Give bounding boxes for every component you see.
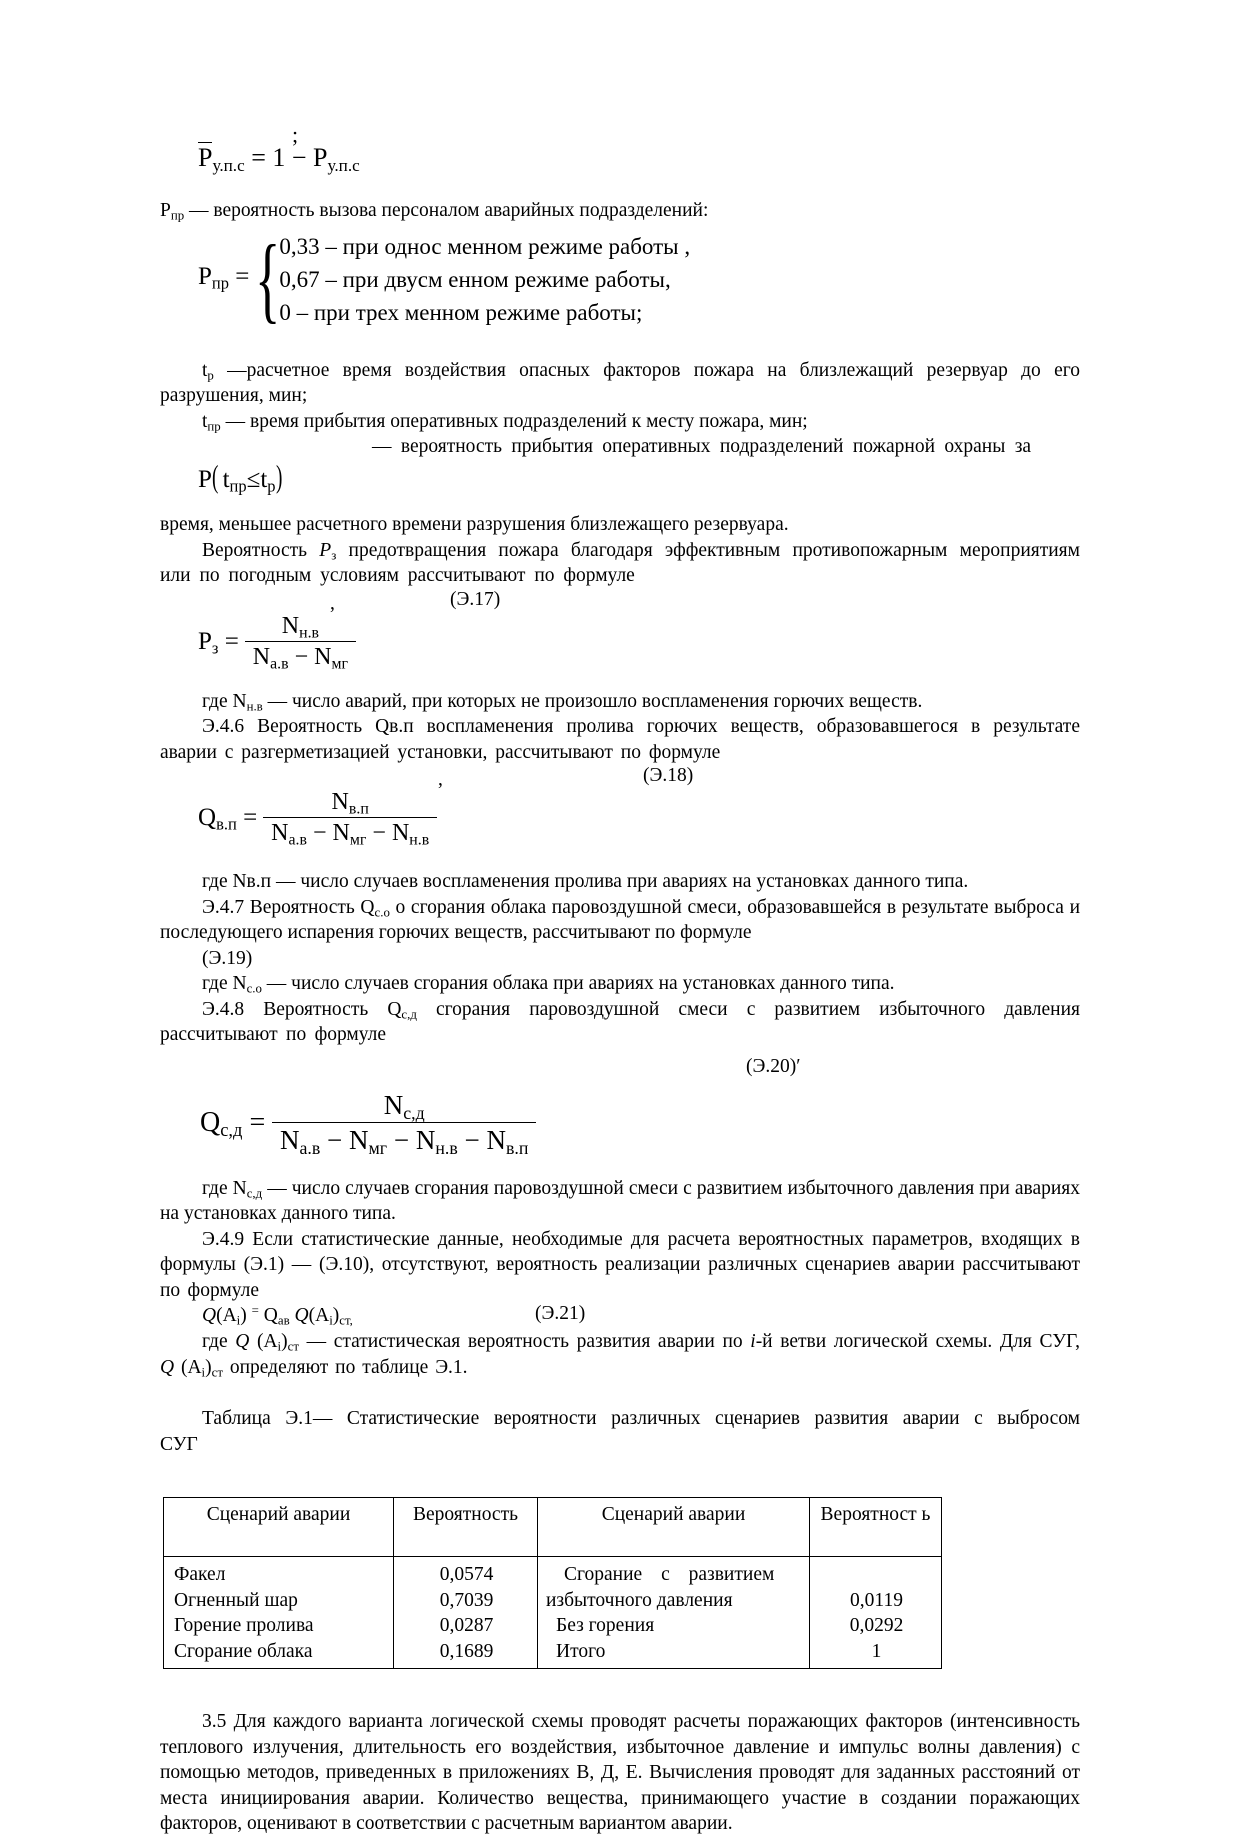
- block-formula-e17: [160, 589, 1080, 689]
- p3-fraction: [245, 613, 356, 671]
- tp-subscript: р: [207, 368, 214, 383]
- qvp-fraction: [263, 789, 437, 847]
- ptpr-t2: t: [260, 466, 268, 493]
- ppr-symbol: P: [160, 200, 171, 221]
- table-row-3-left-scenario: Сгорание облака: [174, 1640, 313, 1662]
- table-row-3-left-probability: 0,1689: [439, 1640, 494, 1662]
- p-bar-equals: = 1 −: [251, 143, 307, 172]
- table-caption-label: Таблица Э.1—: [202, 1408, 347, 1429]
- p3-equals: =: [224, 627, 239, 655]
- e17-comma: ,: [330, 592, 335, 614]
- tpr-symbol: t: [202, 410, 208, 432]
- e48-lead: Э.4.8 Вероятность Q: [202, 998, 402, 1020]
- e18-comma: ,: [438, 769, 443, 790]
- block-formula-e18: [160, 765, 1080, 869]
- formula-qvp: [198, 789, 437, 847]
- table-row-1-right-probability: 0,0119: [850, 1589, 903, 1611]
- tpr-subscript: пр: [207, 419, 221, 434]
- formula-semicolon: ;: [292, 122, 299, 147]
- p3-lhs: P: [198, 627, 212, 655]
- ppr-subscript: пр: [170, 208, 185, 223]
- ptpr-t1-sub: пр: [229, 476, 247, 496]
- where-q21-sub-i2: i: [201, 1365, 206, 1380]
- qsd-lhs: Q: [200, 1106, 221, 1138]
- ppr-case-2: 0,67 – при двусм енном режиме работы,: [279, 266, 671, 292]
- p3-lhs-sub: з: [211, 638, 219, 658]
- qvp-lhs: Q: [198, 804, 217, 831]
- ptpr-t1: t: [222, 466, 230, 493]
- table-row-2-right-scenario: Без горения: [556, 1615, 655, 1636]
- paragraph-tpr: [160, 409, 1080, 435]
- e18-equation-number: (Э.18): [643, 765, 694, 786]
- table-caption: [160, 1406, 1080, 1457]
- where-q21-sub-i: i: [277, 1339, 282, 1354]
- qsd-denominator: $N_{а.в} - N_{мг} - N_{н.в} - N_{в.п}$: [280, 1124, 529, 1158]
- paragraph-where-nnv: [160, 689, 1080, 715]
- where-q21-mid: — статистическая вероятность развития аварии по: [298, 1331, 751, 1352]
- formula-p3: [198, 613, 356, 671]
- ppr-equals: =: [235, 263, 250, 290]
- paragraph-arrival-probability: [160, 434, 1080, 460]
- ppr-intro-text: — вероятность вызова персоналом аварийных подразделений:: [184, 200, 709, 221]
- p3-denominator: $N_{а.в} - N_{мг}$: [252, 643, 349, 672]
- ppr-cases-group: [255, 224, 691, 332]
- where-nsd-lead: где N: [202, 1177, 247, 1199]
- e20-equation-number: (Э.20)′: [746, 1055, 801, 1077]
- table-header-scenario-right: Сценарий аварии: [538, 1498, 810, 1557]
- table-row-0-left-scenario: Факел: [174, 1564, 226, 1585]
- paragraph-ppr-intro: [160, 198, 1080, 224]
- table-row-2-left-probability: 0,0287: [439, 1615, 494, 1636]
- table-header-probability-right: Вероятност ь: [810, 1498, 942, 1557]
- e17-intro-rest: предотвращения пожара благодаря эффективным противопожарным мероприятиям или по погодным условиям рассчитывают по формуле: [160, 539, 1080, 586]
- where-q21-a: (A: [249, 1331, 278, 1352]
- qsd-equals: =: [249, 1106, 266, 1138]
- table-header-scenario-left: Сценарий аварии: [164, 1498, 394, 1557]
- table-cell-probabilities-right: [810, 1557, 942, 1669]
- where-q21-italic-i: i: [750, 1331, 756, 1352]
- where-nsd-sub: с,д: [246, 1186, 263, 1201]
- where-q21-close: ): [281, 1331, 288, 1352]
- where-nso-lead: где N: [202, 973, 247, 994]
- table-caption-text: Статистические вероятности различных сценариев развития аварии с выбросом СУГ: [160, 1408, 1080, 1455]
- paragraph-where-q21: [160, 1329, 1080, 1380]
- table-row-0-right-scenario: Сгорание с развитием: [564, 1564, 775, 1585]
- table-header-row: [164, 1498, 942, 1557]
- block-arrival-probability: [160, 434, 1080, 512]
- tp-symbol: t: [202, 359, 208, 381]
- paragraph-e47: [160, 895, 1080, 946]
- table-cell-probabilities-left: [394, 1557, 538, 1669]
- table-row-2-left-scenario: Горение пролива: [174, 1615, 314, 1636]
- paragraph-e46: Э.4.6 Вероятность Qв.п воспламенения пролива горючих веществ, образовавшегося в результате аварии с разгерметизацией установки, рассчитывают по формуле: [160, 716, 1080, 763]
- where-nso-rest: — число случаев сгорания облака при авариях на установках данного типа.: [261, 973, 895, 994]
- where-q21-close2: ): [205, 1356, 212, 1378]
- where-nnv-sub: н.в: [246, 699, 263, 714]
- where-q21-mid2: -й ветви логической схемы. Для СУГ,: [755, 1331, 1081, 1352]
- paragraph-e49: Э.4.9 Если статистические данные, необходимые для расчета вероятностных параметров, входящих в формулы (Э.1) — (Э.10), отсутствуют, вероятность реализации различных сценариев аварии рассчитывают по формуле: [160, 1228, 1080, 1301]
- p-bar-subscript: у.п.с: [212, 155, 245, 175]
- p-rhs-symbol: P: [313, 143, 328, 172]
- e17-equation-number: (Э.17): [450, 588, 501, 610]
- tpr-text: — время прибытия оперативных подразделений к месту пожара, мин;: [220, 410, 808, 432]
- where-q21-q2: Q: [160, 1356, 175, 1378]
- arrival-probability-text: — вероятность прибытия оперативных подразделений пожарной охраны за: [372, 436, 1032, 457]
- table-cell-scenarios-left: [164, 1557, 394, 1669]
- table-row-0-right-probability: [820, 1562, 933, 1588]
- where-q21-lead: где: [202, 1331, 236, 1352]
- formula-p-bar-upc: [160, 122, 1080, 192]
- e48-rest: сгорания паровоздушной смеси с развитием избыточного давления рассчитывают по формуле: [160, 998, 1080, 1045]
- table-body-row: [164, 1557, 942, 1669]
- e17-symbol-p3-sub: з: [331, 548, 337, 563]
- p-bar-symbol: P: [198, 143, 213, 172]
- ptpr-p: P: [198, 466, 212, 493]
- e47-sub: с.о: [374, 905, 390, 920]
- paragraph-where-nvp: где Nв.п — число случаев воспламенения пролива при авариях на установках данного типа.: [202, 871, 969, 892]
- left-brace-icon: {: [255, 224, 281, 332]
- ptpr-open-paren: (: [211, 458, 219, 494]
- where-q21-tail: определяют по таблице Э.1.: [222, 1356, 468, 1378]
- where-nso-sub: с.о: [246, 981, 262, 996]
- p3-numerator: $N_{н.в}$: [245, 613, 356, 642]
- paragraph-e17-intro: [160, 538, 1080, 589]
- formula-ppr-cases: [160, 224, 1080, 342]
- where-q21-a2: (A: [174, 1356, 202, 1378]
- e17-symbol-p3: Р: [319, 539, 332, 561]
- e47-lead: Э.4.7 Вероятность Q: [202, 896, 375, 918]
- formula-q-ai: $Q(A_i)$ = $Q_{ав}$ $Q(A_i)_{ст,}$: [202, 1303, 353, 1328]
- qvp-lhs-sub: в.п: [216, 814, 237, 834]
- e17-intro-lead: Вероятность: [202, 539, 320, 561]
- e21-equation-number: (Э.21): [535, 1303, 586, 1324]
- table-row-1-left-scenario: Огненный шар: [174, 1589, 298, 1611]
- qsd-fraction: [272, 1090, 536, 1156]
- where-q21-sub-st2: ст: [211, 1365, 223, 1380]
- qsd-lhs-sub: с,д: [220, 1119, 243, 1140]
- paragraph-e48: [160, 997, 1080, 1048]
- paragraph-where-nso: [160, 971, 1080, 997]
- table-row-3-right-scenario: Итого: [556, 1640, 606, 1662]
- table-row-1-right-scenario: избыточного давления: [546, 1589, 733, 1611]
- qvp-equals: =: [243, 804, 258, 831]
- table-row-2-right-probability: 0,0292: [849, 1615, 904, 1636]
- where-nsd-rest: — число случаев сгорания паровоздушной смеси с развитием избыточного давления при авариях на установках данного типа.: [160, 1177, 1080, 1224]
- block-formula-e21: [160, 1303, 1080, 1329]
- qvp-numerator: $N_{в.п}$: [263, 789, 437, 818]
- statistics-table: [163, 1497, 942, 1669]
- paragraph-tp: [160, 358, 1080, 409]
- table-cell-scenarios-right: [538, 1557, 810, 1669]
- e48-sub: с,д: [401, 1007, 417, 1022]
- formula-p-tpr-le-tp: [198, 458, 286, 495]
- where-nnv-rest: — число аварий, при которых не произошло воспламенения горючих веществ.: [262, 690, 923, 712]
- where-q21-q: Q: [235, 1331, 250, 1352]
- table-row-0-left-probability: 0,0574: [439, 1564, 494, 1585]
- table-row-3-right-probability: 1: [871, 1640, 882, 1662]
- block-formula-e20: [160, 1048, 1080, 1176]
- table-header-probability-left: Вероятность: [394, 1498, 538, 1557]
- qsd-numerator: $N_{с,д}$: [272, 1090, 536, 1123]
- ptpr-t2-sub: р: [267, 476, 276, 496]
- table-row-1-left-probability: 0,7039: [439, 1589, 494, 1611]
- qvp-denominator: $N_{а.в} - N_{мг} - N_{н.в}$: [271, 820, 430, 849]
- ppr-lhs-symbol: P: [198, 263, 212, 290]
- ppr-case-1: 0,33 – при однос менном режиме работы ,: [279, 233, 691, 259]
- ptpr-le: ≤: [246, 466, 261, 493]
- where-q21-sub-st: ст: [287, 1339, 299, 1354]
- tp-text: —расчетное время воздействия опасных факторов пожара на близлежащий резервуар до его разрушения, мин;: [160, 359, 1080, 406]
- paragraph-final: 3.5 Для каждого варианта логической схемы проводят расчеты поражающих факторов (интенсивность теплового излучения, длительность его воздействия, избыточное давление и импульс волны давления) с помощью методов, приведенных в приложениях В, Д, Е. Вычисления проводят для заданных расстояний от места инициирования аварии. Количество вещества, принимающего участие в создании поражающих факторов, оценивают в соответствии с расчетным вариантом аварии.: [160, 1711, 1080, 1834]
- p-rhs-subscript: у.п.с: [327, 155, 360, 175]
- paragraph-where-nsd: [160, 1176, 1080, 1227]
- e47-rest: о сгорания облака паровоздушной смеси, образовавшейся в результате выброса и последующего испарения горючих веществ, рассчитывают по формуле: [160, 896, 1081, 943]
- where-nnv-lead: где N: [202, 690, 247, 712]
- ppr-case-3: 0 – при трех менном режиме работы;: [279, 299, 643, 325]
- equation-number-e19: (Э.19): [202, 947, 253, 969]
- paragraph-arrival-tail: время, меньшее расчетного времени разрушения близлежащего резервуара.: [160, 514, 789, 535]
- ptpr-close-paren: ): [275, 458, 282, 494]
- formula-qsd: [200, 1090, 536, 1156]
- ppr-lhs-subscript: пр: [211, 273, 229, 293]
